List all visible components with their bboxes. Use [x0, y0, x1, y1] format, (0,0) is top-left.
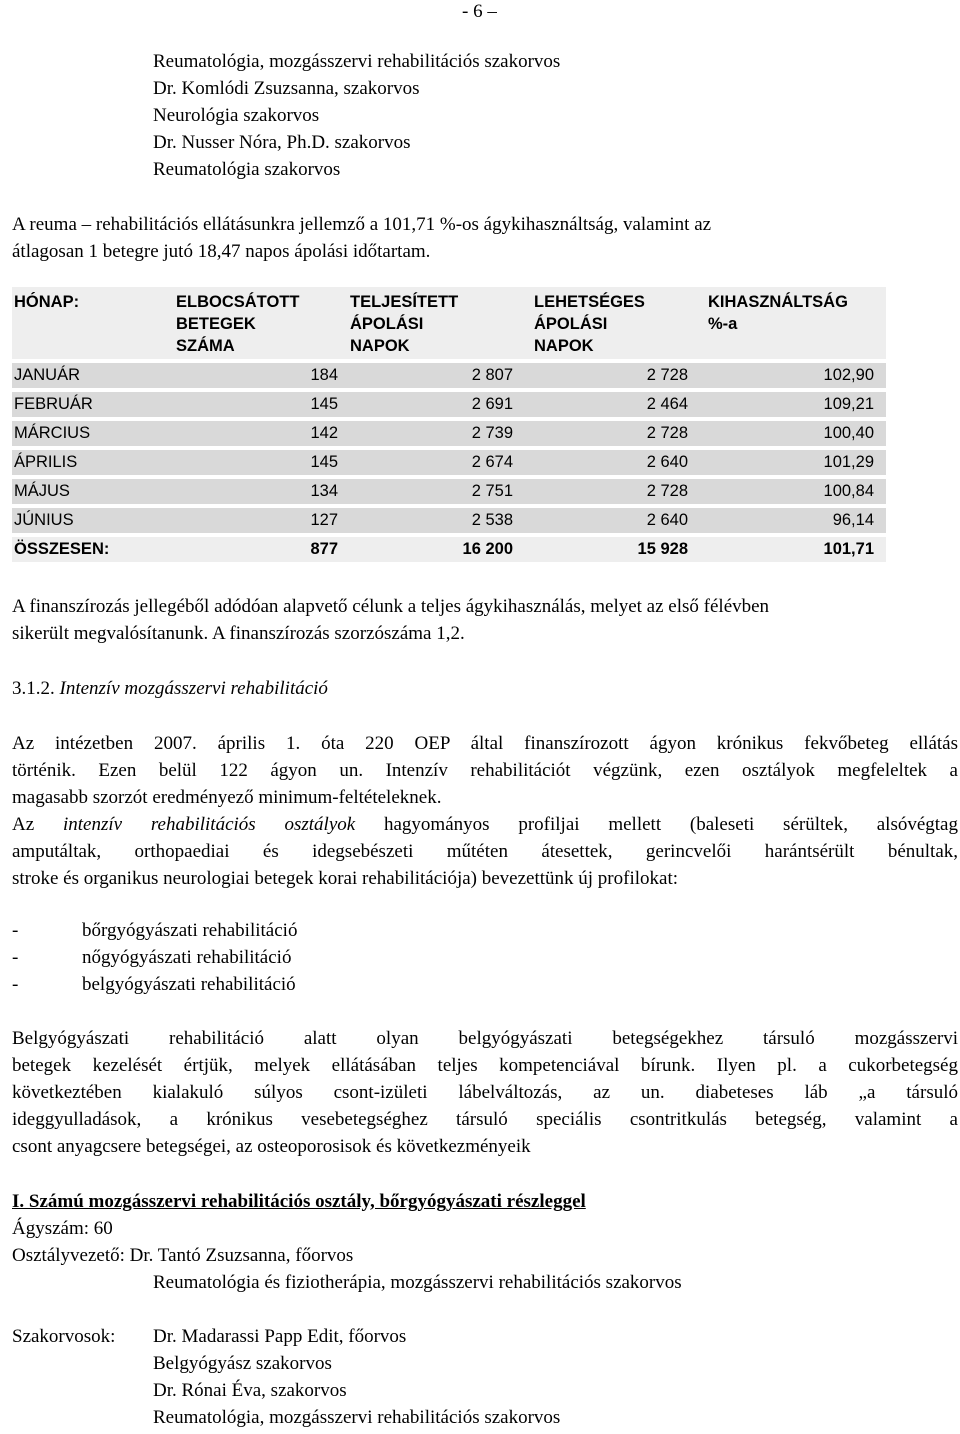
- cell-discharged: 127: [310, 511, 338, 529]
- table-row: [12, 363, 886, 388]
- staff-line: Neurológia szakorvos: [153, 105, 320, 126]
- cell-possible: 2 728: [646, 482, 688, 500]
- staff-line: Reumatológia szakorvos: [153, 159, 341, 180]
- profile-pre: Az: [12, 814, 63, 835]
- intensive-line: történik. Ezen belül 122 ágyon un. Intenzív rehabilitációt végzünk, ezen osztályok megfeleltek a: [12, 760, 958, 781]
- header-month: HÓNAP:: [14, 293, 80, 311]
- cell-month: FEBRUÁR: [14, 395, 93, 413]
- cell-completed: 2 807: [471, 366, 513, 384]
- profile-line: amputáltak, orthopaediai és idegsebészeti műtéten átesettek, gerincvelői harántsérült bénultak,: [12, 841, 958, 862]
- cell-month: MÁJUS: [14, 482, 70, 500]
- cell-possible: 2 640: [646, 453, 688, 471]
- cell-discharged: 145: [310, 395, 338, 413]
- header-possible-days: LEHETSÉGES ÁPOLÁSI NAPOK: [534, 293, 645, 355]
- specialist-line: Reumatológia, mozgásszervi rehabilitációs szakorvos: [153, 1407, 561, 1428]
- cell-completed: 2 691: [471, 395, 513, 413]
- profile-line: stroke és organikus neurologiai betegek korai rehabilitációja) bevezettünk új profilokat:: [12, 868, 679, 889]
- department-title: I. Számú mozgásszervi rehabilitációs osztály, bőrgyógyászati részleggel: [12, 1191, 586, 1212]
- cell-completed: 2 751: [471, 482, 513, 500]
- internal-line: ideggyulladások, a krónikus vesebetegséghez társuló speciális csontritkulás betegség, valamint a: [12, 1109, 958, 1130]
- list-dash: -: [12, 920, 19, 941]
- cell-occupancy: 100,84: [823, 482, 874, 500]
- profile-italic: intenzív rehabilitációs osztályok: [62, 814, 356, 835]
- occupancy-table: [12, 287, 886, 562]
- internal-line: következtében kialakuló súlyos csont-izületi lábelváltozás, az un. diabeteses láb „a társuló: [12, 1082, 958, 1103]
- list-item: bőrgyógyászati rehabilitáció: [82, 920, 298, 941]
- profile-post: hagyományos profiljai mellett (baleseti sérültek, alsóvégtag: [355, 814, 958, 835]
- cell-completed: 2 739: [471, 424, 513, 442]
- cell-discharged: 184: [310, 366, 338, 384]
- cell-month: JANUÁR: [14, 366, 81, 384]
- list-dash: -: [12, 947, 19, 968]
- specialist-line: Dr. Rónai Éva, szakorvos: [153, 1380, 347, 1401]
- internal-line: Belgyógyászati rehabilitáció alatt olyan belgyógyászati betegségekhez társuló mozgásszervi: [12, 1028, 958, 1049]
- table-row: [12, 479, 886, 504]
- cell-possible: 2 464: [646, 395, 688, 413]
- section-title: Intenzív mozgásszervi rehabilitáció: [59, 678, 328, 699]
- header-occupancy: KIHASZNÁLTSÁG %-a: [708, 293, 848, 333]
- profile-line: [12, 813, 958, 837]
- cell-discharged: 145: [310, 453, 338, 471]
- specialist-line: Belgyógyász szakorvos: [153, 1353, 332, 1374]
- cell-month: ÁPRILIS: [14, 453, 78, 471]
- table-row: [12, 450, 886, 475]
- specialists-label: Szakorvosok:: [12, 1326, 116, 1347]
- section-heading: [12, 677, 328, 701]
- cell-occupancy: 96,14: [832, 511, 874, 529]
- header-discharged: ELBOCSÁTOTT BETEGEK SZÁMA: [176, 293, 300, 355]
- cell-occupancy: 101,29: [823, 453, 874, 471]
- list-item: nőgyógyászati rehabilitáció: [82, 947, 292, 968]
- financing-line: A finanszírozás jellegéből adódóan alapvető célunk a teljes ágykihasználás, melyet az első félévben: [12, 596, 770, 617]
- total-occupancy: 101,71: [823, 540, 874, 558]
- list-item: belgyógyászati rehabilitáció: [82, 974, 296, 995]
- staff-line: Reumatológia, mozgásszervi rehabilitációs szakorvos: [153, 51, 561, 72]
- department-head-specialty: Reumatológia és fiziotherápia, mozgásszervi rehabilitációs szakorvos: [153, 1272, 682, 1293]
- total-discharged: 877: [310, 540, 338, 558]
- cell-completed: 2 538: [471, 511, 513, 529]
- department-beds: Ágyszám: 60: [12, 1218, 113, 1239]
- cell-completed: 2 674: [471, 453, 513, 471]
- cell-occupancy: 102,90: [823, 366, 874, 384]
- cell-month: JÚNIUS: [14, 511, 74, 529]
- table-total-row: [12, 537, 886, 562]
- cell-possible: 2 640: [646, 511, 688, 529]
- cell-occupancy: 109,21: [823, 395, 874, 413]
- total-label: ÖSSZESEN:: [14, 540, 110, 558]
- table-row: [12, 392, 886, 417]
- cell-possible: 2 728: [646, 366, 688, 384]
- page-number: - 6 –: [462, 1, 497, 22]
- cell-occupancy: 100,40: [823, 424, 874, 442]
- intro-line: átlagosan 1 betegre jutó 18,47 napos ápolási időtartam.: [12, 241, 431, 262]
- financing-line: sikerült megvalósítanunk. A finanszírozás szorzószáma 1,2.: [12, 623, 465, 644]
- cell-discharged: 134: [310, 482, 338, 500]
- intensive-line: magasabb szorzót eredményező minimum-feltételeknek.: [12, 787, 442, 808]
- section-number: 3.1.2.: [12, 678, 55, 699]
- cell-month: MÁRCIUS: [14, 424, 91, 442]
- header-completed-days: TELJESÍTETT ÁPOLÁSI NAPOK: [350, 293, 459, 355]
- cell-discharged: 142: [310, 424, 338, 442]
- cell-possible: 2 728: [646, 424, 688, 442]
- total-possible: 15 928: [637, 540, 688, 558]
- total-completed: 16 200: [462, 540, 513, 558]
- internal-line: betegek kezelését értjük, melyek ellátásában teljes kompetenciával bírunk. Ilyen pl. a cukorbetegség: [12, 1055, 958, 1076]
- department-head: Osztályvezető: Dr. Tantó Zsuzsanna, főorvos: [12, 1245, 354, 1266]
- table-row: [12, 421, 886, 446]
- internal-line: csont anyagcsere betegségei, az osteoporosisok és következményeik: [12, 1136, 531, 1157]
- table-header-row: [12, 287, 886, 359]
- intensive-line: Az intézetben 2007. április 1. óta 220 OEP által finanszírozott ágyon krónikus fekvőbeteg ellátás: [12, 733, 958, 754]
- specialist-line: Dr. Madarassi Papp Edit, főorvos: [153, 1326, 407, 1347]
- table-row: [12, 508, 886, 533]
- list-dash: -: [12, 974, 19, 995]
- intro-line: A reuma – rehabilitációs ellátásunkra jellemző a 101,71 %-os ágykihasználtság, valamint az: [12, 214, 712, 235]
- staff-line: Dr. Komlódi Zsuzsanna, szakorvos: [153, 78, 420, 99]
- staff-line: Dr. Nusser Nóra, Ph.D. szakorvos: [153, 132, 411, 153]
